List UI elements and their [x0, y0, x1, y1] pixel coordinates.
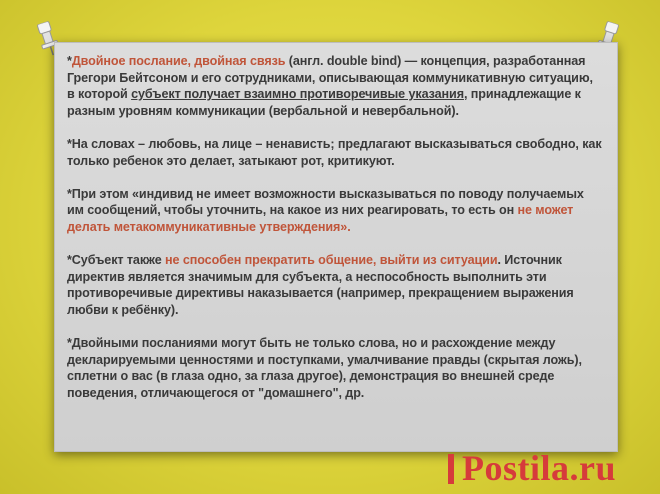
term-double-bind: Двойное послание, двойная связь [71, 54, 286, 68]
note-text [67, 53, 603, 418]
paragraph-forms: *Двойными посланиями могут быть не только слова, но и расхождение между декларируемыми ценностями и поступками, умалчивание правды (скрытая ложь), сплетни о вас (в глаза одно, за глаза другое), демонстрация во внешней среде поведения, отличающегося от "домашнего", др. [67, 336, 582, 400]
highlight-cannot-exit: не способен прекратить общение, выйти из ситуации [165, 253, 498, 268]
paragraph-quote: *При этом «индивид не имеет возможности высказываться по поводу получаемых им сообщений, чтобы уточнить, на какое из них реагировать, то есть он не может делать метакоммуникативные утверждения». [67, 186, 584, 234]
note-card [54, 42, 618, 452]
watermark-bar [448, 454, 454, 484]
paragraph-subject: *Субъект также не способен прекратить общение, выйти из ситуации. Источник директив является значимым для субъекта, а неспособность выполнить эти противоречивые директивы наказывается (например, прекращением выражения любви к ребёнку). [67, 253, 574, 317]
highlight-metacommunication: не может делать метакоммуникативные утверждения». [67, 203, 574, 234]
paragraph-double-bind-definition: *Двойное послание, двойная связь (англ. double bind) — концепция, разработанная Грегори Бейтсоном и его сотрудниками, описывающая коммуникативную ситуацию, в которой субъект получает взаимно противоречивые указания, принадлежащие к разным уровням коммуникации (вербальной и невербальной). [67, 54, 593, 118]
paragraph-example: *На словах – любовь, на лице – ненависть; предлагают высказываться свободно, как только ребенок это делает, затыкают рот, критикуют. [67, 136, 602, 168]
underlined-phrase: субъект получает взаимно противоречивые указания [131, 87, 464, 102]
watermark-logo: Postila.ru [448, 446, 656, 490]
